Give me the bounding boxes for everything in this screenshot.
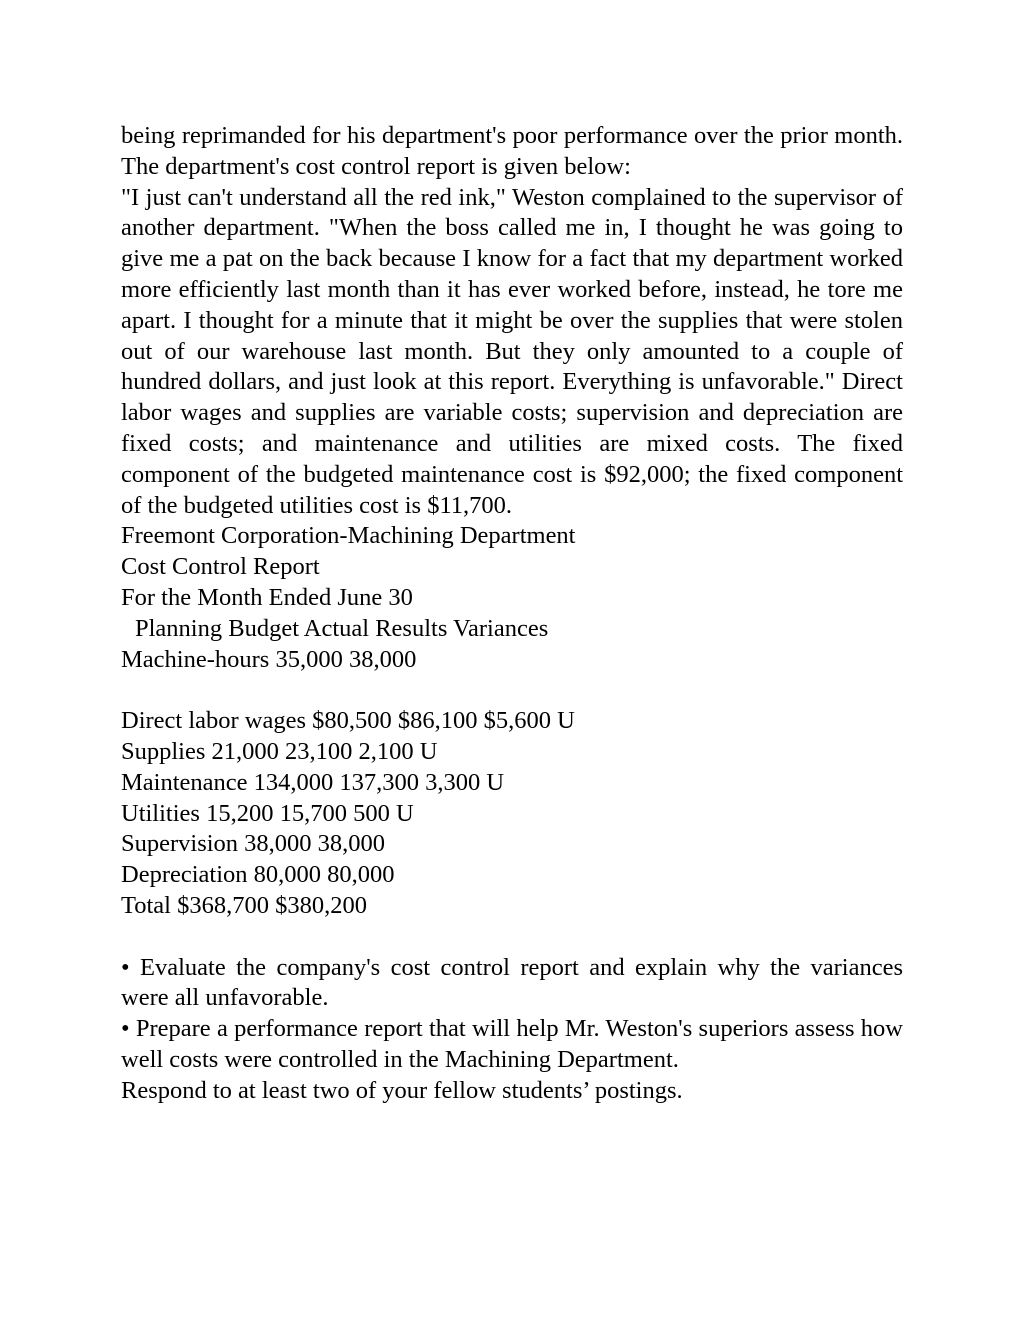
task-bullet-2: • Prepare a performance report that will help Mr. Weston's superiors assess how well costs were controlled in the Machining Department. [121, 1015, 903, 1073]
report-row-direct-labor: Direct labor wages $80,500 $86,100 $5,600 U [121, 707, 575, 735]
report-title: Cost Control Report [121, 553, 320, 581]
report-company: Freemont Corporation-Machining Department [121, 522, 576, 550]
cost-control-report [121, 521, 903, 921]
report-columns-header: Planning Budget Actual Results Variances [135, 614, 549, 642]
spacer [121, 922, 903, 953]
report-period: For the Month Ended June 30 [121, 583, 413, 611]
report-machine-hours: Machine-hours 35,000 38,000 [121, 645, 417, 673]
report-row-depreciation: Depreciation 80,000 80,000 [121, 861, 395, 889]
report-row-supplies: Supplies 21,000 23,100 2,100 U [121, 737, 438, 765]
closing-instruction: Respond to at least two of your fellow students’ postings. [121, 1076, 683, 1104]
report-row-maintenance: Maintenance 134,000 137,300 3,300 U [121, 768, 505, 796]
report-row-supervision: Supervision 38,000 38,000 [121, 830, 386, 858]
intro-paragraph-2: "I just can't understand all the red ink," Weston complained to the supervisor of another department. "When the boss called me in, I thought he was going to give me a pat on the back because I know for a fact that my department worked more efficiently last month than it has ever worked before, instead, he tore me apart. I thought for a minute that it might be over the supplies that were stolen out of our warehouse last month. But they only amounted to a couple of hundred dollars, and just look at this report. Everything is unfavorable." Direct labor wages and supplies are variable costs; supervision and depreciation are fixed costs; and maintenance and utilities are mixed costs. The fixed component of the budgeted maintenance cost is $92,000; the fixed component of the budgeted utilities cost is $11,700. [121, 183, 903, 519]
intro-paragraph-1: being reprimanded for his department's poor performance over the prior month. The department's cost control report is given below: [121, 122, 903, 180]
task-bullet-1: • Evaluate the company's cost control report and explain why the variances were all unfavorable. [121, 953, 903, 1012]
document-page [121, 121, 903, 1107]
spacer [121, 675, 903, 706]
report-row-total: Total $368,700 $380,200 [121, 891, 367, 919]
report-row-utilities: Utilities 15,200 15,700 500 U [121, 799, 414, 827]
